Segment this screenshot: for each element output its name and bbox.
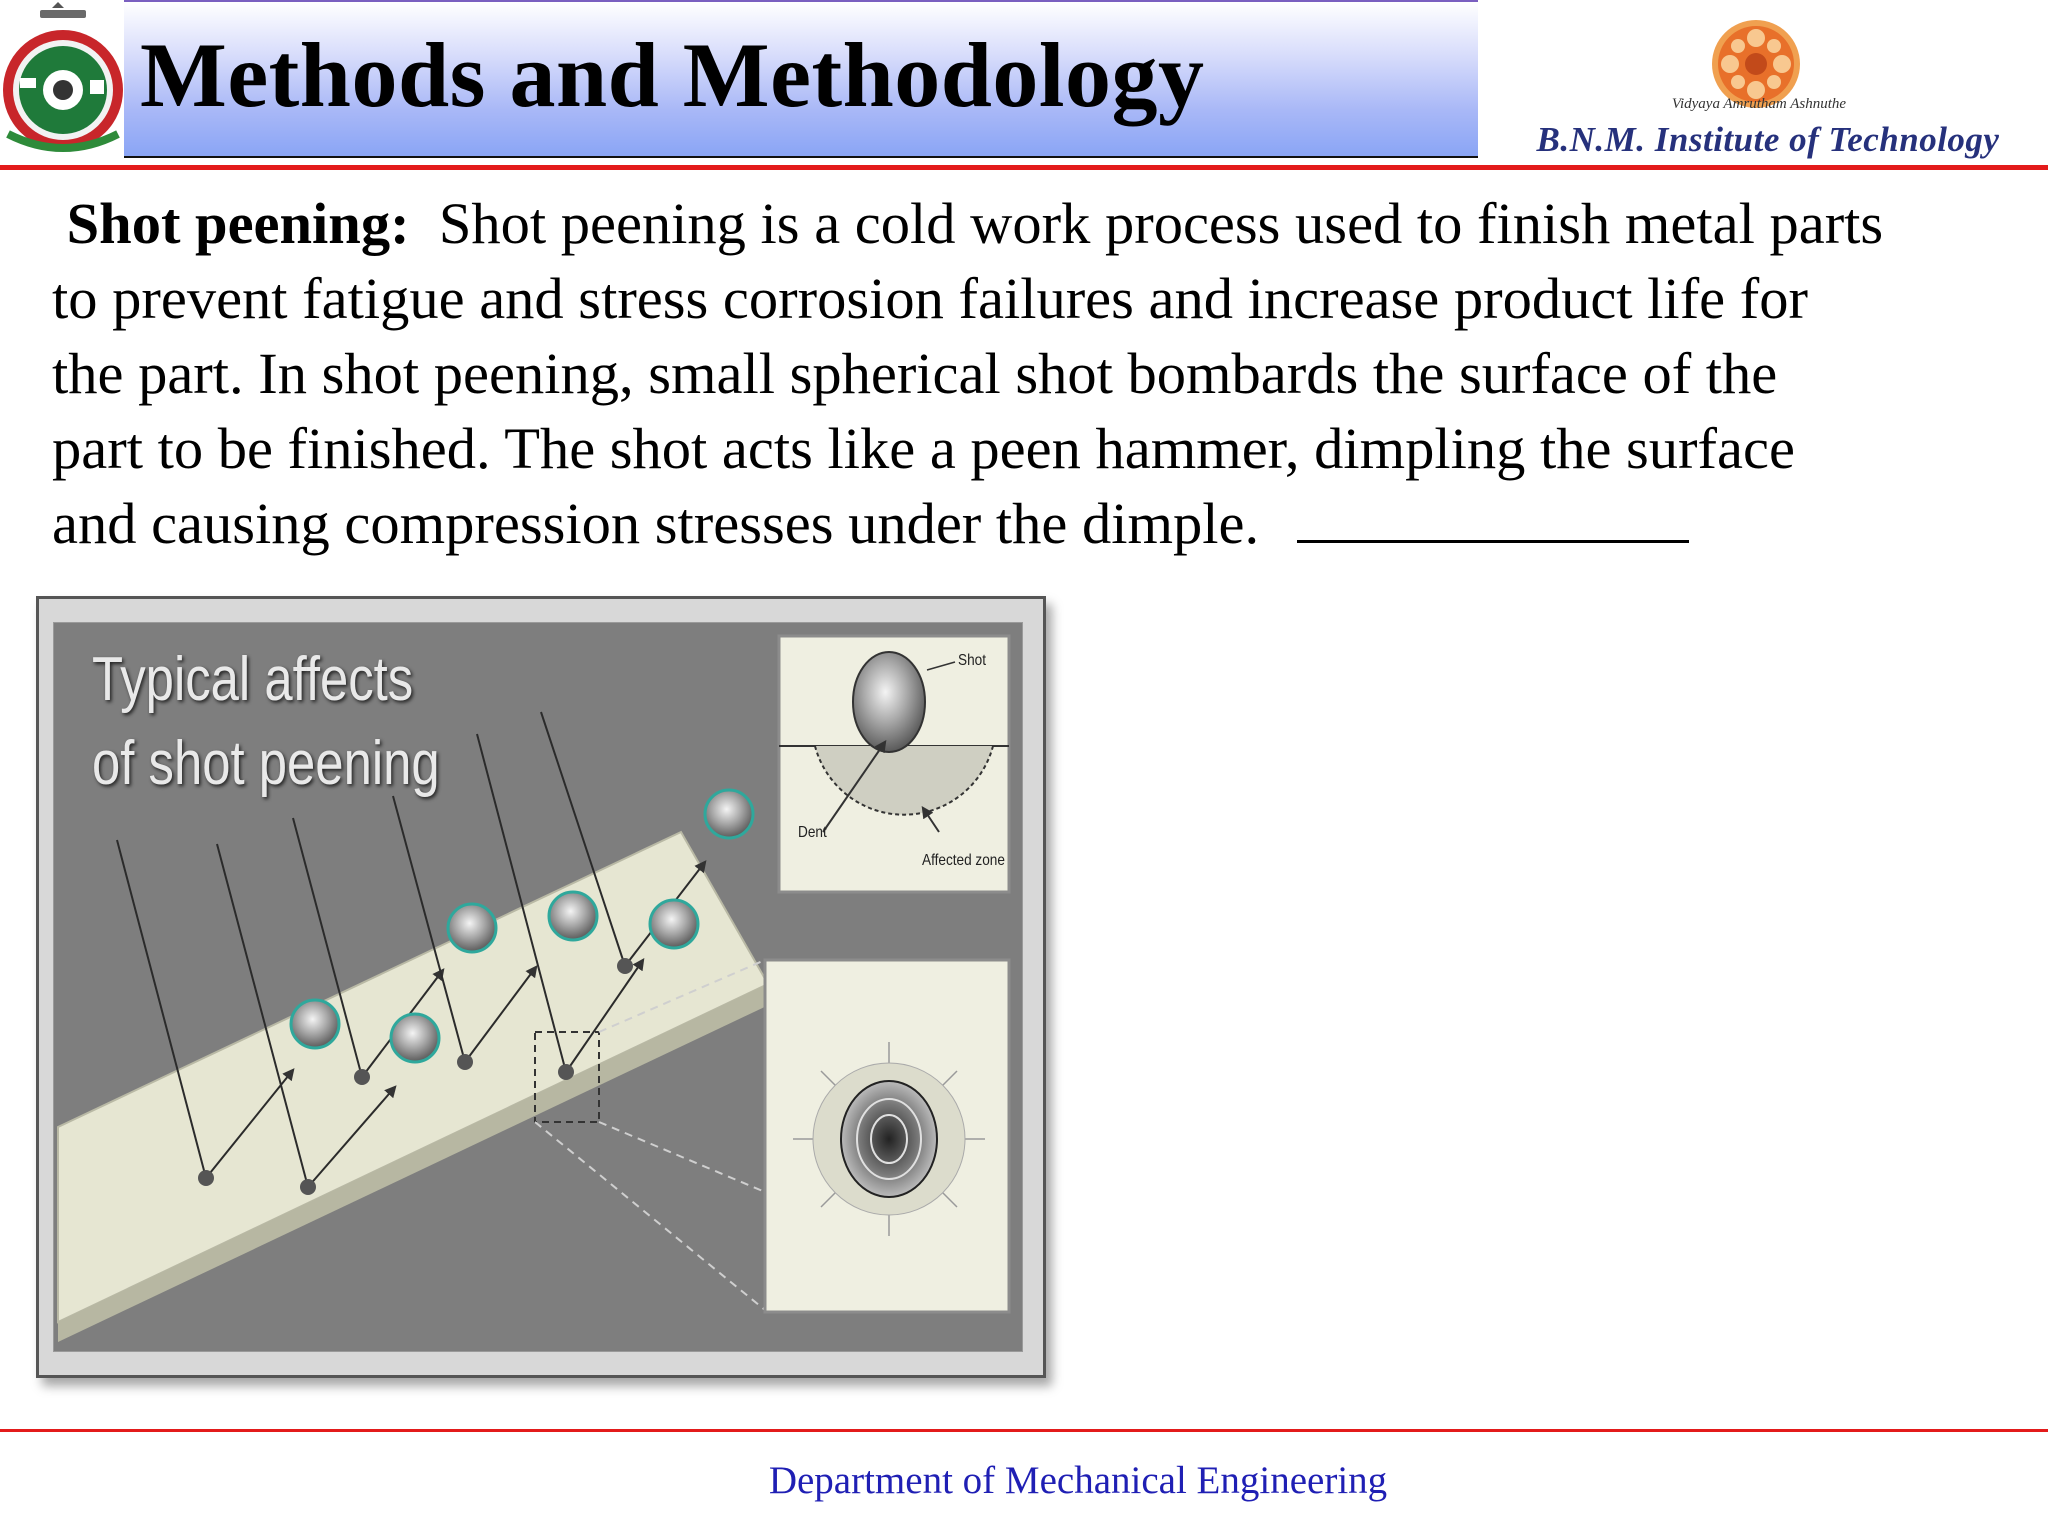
body-line-1-text: Shot peening is a cold work process used to finish metal parts xyxy=(438,191,1884,256)
footer-divider xyxy=(0,1429,2048,1432)
label-shot: Shot xyxy=(958,652,986,669)
figure-caption xyxy=(92,638,440,806)
figure-caption-line-2: of shot peening xyxy=(92,729,440,798)
body-line-5 xyxy=(52,486,2022,561)
figure-caption-line-1: Typical affects xyxy=(92,645,414,714)
term-label: Shot peening: xyxy=(66,191,410,256)
header-divider xyxy=(0,165,2048,170)
fill-blank-line xyxy=(1297,496,1689,543)
footer-department: Department of Mechanical Engineering xyxy=(768,1459,1388,1502)
label-affected-zone: Affected zone xyxy=(922,852,1005,869)
body-line-2: to prevent fatigue and stress corrosion failures and increase product life for xyxy=(52,266,1808,331)
body-paragraph xyxy=(52,186,2022,561)
page-title: Methods and Methodology xyxy=(140,24,1205,126)
institute-name: B.N.M. Institute of Technology xyxy=(1536,120,2000,159)
body-line-5-text: and causing compression stresses under the dimple. xyxy=(52,491,1260,556)
institute-motto: Vidyaya Amrutham Ashnuthe xyxy=(1671,96,1847,112)
body-line-1 xyxy=(52,186,2022,261)
body-line-3: the part. In shot peening, small spherical shot bombards the surface of the xyxy=(52,341,1778,406)
university-emblem-icon xyxy=(0,2,126,158)
body-line-4: part to be finished. The shot acts like a peen hammer, dimpling the surface xyxy=(52,416,1795,481)
label-dent: Dent xyxy=(798,824,827,841)
